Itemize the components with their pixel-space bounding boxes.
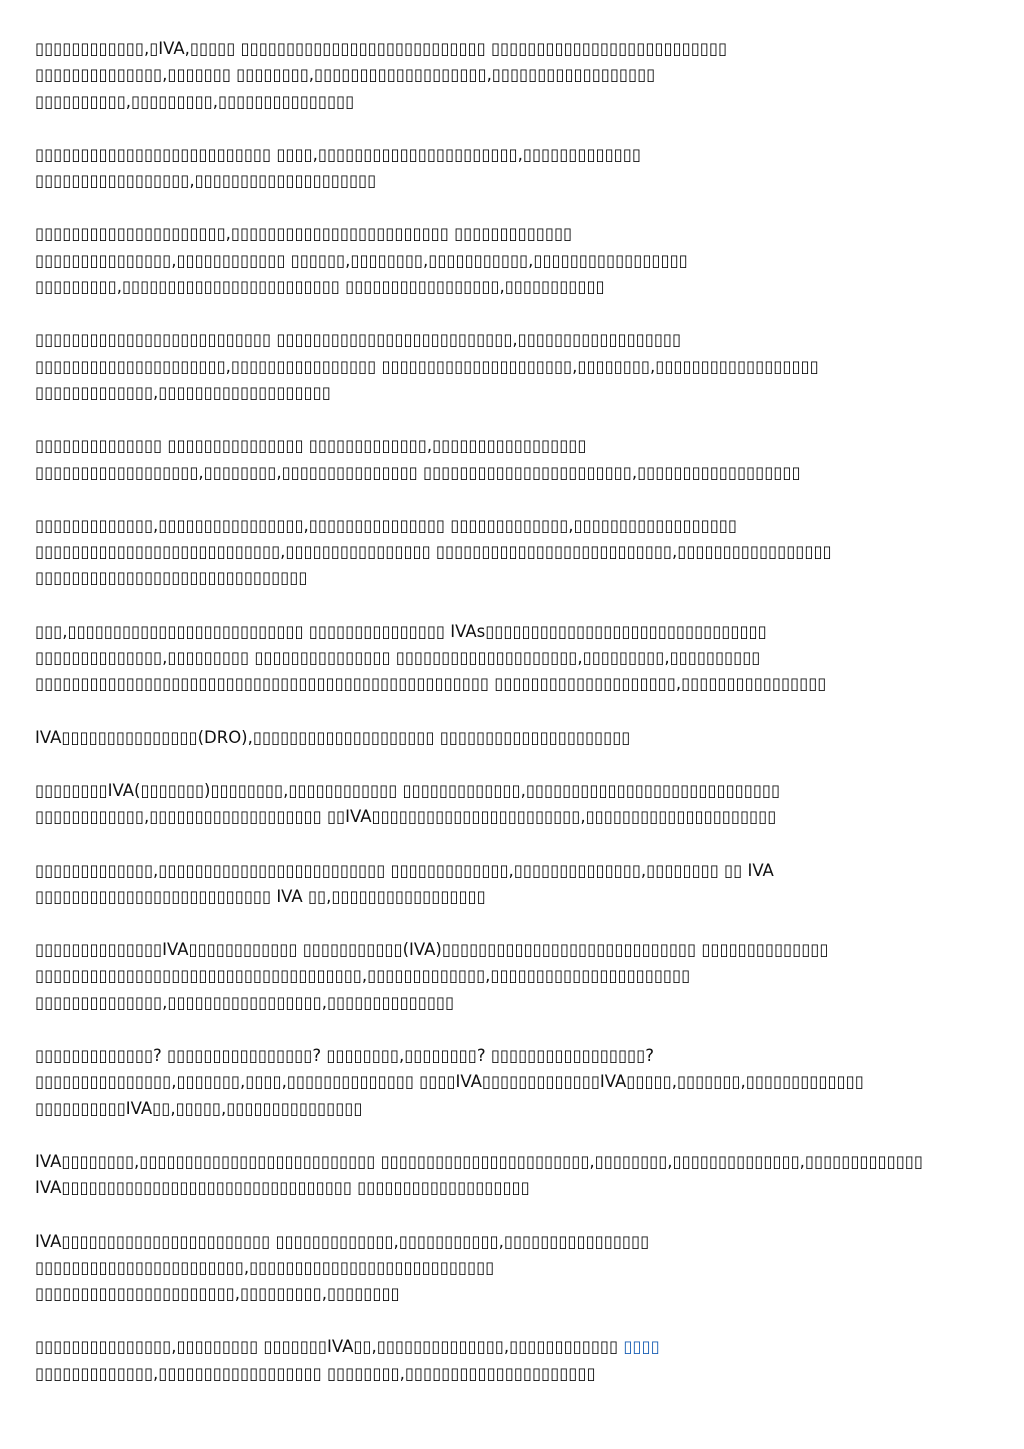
text-line: ▯▯▯▯▯▯▯▯▯▯▯▯▯,▯▯▯▯▯▯▯▯▯▯▯▯▯▯▯▯▯▯▯ (35, 382, 331, 402)
text-line: ▯▯▯▯▯▯▯▯▯▯▯▯▯▯▯▯▯▯▯▯▯▯,▯▯▯▯▯▯▯▯▯,▯▯▯▯▯▯▯▯ (35, 1284, 400, 1304)
paragraph-14 (35, 1229, 995, 1308)
paragraph-12 (35, 1043, 995, 1122)
inline-link[interactable]: ▯▯▯▯ (623, 1337, 660, 1357)
text-line: ▯▯▯▯▯▯▯▯▯▯▯▯▯▯▯▯▯▯▯▯▯,▯▯▯▯▯▯▯▯▯▯▯▯▯▯▯▯ ▯▯▯▯▯▯▯▯▯▯▯▯▯▯▯▯▯▯▯▯▯,▯▯▯▯▯▯▯▯,▯▯▯▯▯▯▯▯▯▯▯▯▯▯▯▯▯▯ (35, 356, 819, 376)
text-line: ▯▯▯▯▯▯▯▯▯▯▯▯▯▯ ▯▯▯▯▯▯▯▯▯▯▯▯▯▯▯ ▯▯▯▯▯▯▯▯▯▯▯▯▯,▯▯▯▯▯▯▯▯▯▯▯▯▯▯▯▯▯ (35, 436, 587, 456)
paragraph-1 (35, 36, 995, 115)
text-line: IVA▯▯▯▯▯▯▯▯,▯▯▯▯▯▯▯▯▯▯▯▯▯▯▯▯▯▯▯▯▯▯▯▯▯▯ ▯▯▯▯▯▯▯▯▯▯▯▯▯▯▯▯▯▯▯▯▯▯▯,▯▯▯▯▯▯▯▯,▯▯▯▯▯▯▯▯▯▯▯▯▯▯,▯▯▯▯▯▯▯▯▯▯▯▯▯ (35, 1151, 923, 1171)
text-line (35, 1334, 995, 1360)
text-line: ▯▯▯▯▯▯▯▯▯▯,▯▯▯▯▯▯▯▯▯,▯▯▯▯▯▯▯▯▯▯▯▯▯▯▯ (35, 91, 355, 111)
text-line: ▯▯▯▯▯▯▯▯▯▯▯▯▯▯▯▯▯▯▯▯▯▯▯▯▯▯▯▯▯▯▯▯▯▯▯▯▯▯▯▯▯▯▯▯▯▯▯▯▯▯ ▯▯▯▯▯▯▯▯▯▯▯▯▯▯▯▯▯▯▯▯,▯▯▯▯▯▯▯▯▯▯▯▯▯▯▯▯ (35, 674, 827, 694)
paragraph-3 (35, 221, 995, 300)
text-line: ▯▯▯▯▯▯▯▯▯▯▯▯▯▯▯▯▯▯▯▯▯,▯▯▯▯▯▯▯▯▯▯▯▯▯▯▯▯▯▯▯▯▯▯▯▯ ▯▯▯▯▯▯▯▯▯▯▯▯▯ (35, 224, 573, 244)
text-line: ▯▯▯▯▯▯▯▯▯,▯▯▯▯▯▯▯▯▯▯▯▯▯▯▯▯▯▯▯▯▯▯▯▯ ▯▯▯▯▯▯▯▯▯▯▯▯▯▯▯▯▯,▯▯▯▯▯▯▯▯▯▯▯ (35, 277, 605, 297)
text-line: ▯▯▯▯▯▯▯▯▯▯▯▯▯▯▯▯▯▯▯▯▯▯▯,▯▯▯▯▯▯▯▯▯▯▯▯▯▯▯▯▯▯▯▯▯▯▯▯▯▯▯ (35, 1257, 495, 1277)
text-line: ▯▯▯▯▯▯▯▯▯▯▯▯▯▯▯▯▯▯▯▯▯▯▯▯▯▯ ▯▯▯▯,▯▯▯▯▯▯▯▯▯▯▯▯▯▯▯▯▯▯▯▯▯▯,▯▯▯▯▯▯▯▯▯▯▯▯▯ (35, 144, 641, 164)
text-segment: ▯▯▯▯▯▯▯▯▯▯▯▯▯▯▯,▯▯▯▯▯▯▯▯▯ ▯▯▯▯▯▯▯IVA▯▯,▯▯▯▯▯▯▯▯▯▯▯▯▯▯,▯▯▯▯▯▯▯▯▯▯▯▯ (35, 1337, 624, 1357)
text-line: ▯▯▯▯▯▯▯▯IVA(▯▯▯▯▯▯▯)▯▯▯▯▯▯▯▯,▯▯▯▯▯▯▯▯▯▯▯▯ ▯▯▯▯▯▯▯▯▯▯▯▯▯,▯▯▯▯▯▯▯▯▯▯▯▯▯▯▯▯▯▯▯▯▯▯▯▯▯▯▯▯ (35, 780, 781, 800)
paragraph-7 (35, 619, 995, 698)
paragraph-15 (35, 1334, 995, 1387)
text-line: ▯▯▯,▯▯▯▯▯▯▯▯▯▯▯▯▯▯▯▯▯▯▯▯▯▯▯▯▯▯ ▯▯▯▯▯▯▯▯▯▯▯▯▯▯▯ IVAs▯▯▯▯▯▯▯▯▯▯▯▯▯▯▯▯▯▯▯▯▯▯▯▯▯▯▯▯▯▯▯ (35, 621, 767, 641)
text-line: IVA▯▯▯▯▯▯▯▯▯▯▯▯▯▯▯▯▯▯▯▯▯▯▯ ▯▯▯▯▯▯▯▯▯▯▯▯▯,▯▯▯▯▯▯▯▯▯▯▯,▯▯▯▯▯▯▯▯▯▯▯▯▯▯▯▯ (35, 1231, 650, 1251)
text-line: ▯▯▯▯▯▯▯▯▯▯▯▯▯▯IVA▯▯▯▯▯▯▯▯▯▯▯▯ ▯▯▯▯▯▯▯▯▯▯▯(IVA)▯▯▯▯▯▯▯▯▯▯▯▯▯▯▯▯▯▯▯▯▯▯▯▯▯▯▯▯ ▯▯▯▯▯▯▯▯▯▯▯▯▯▯ (35, 940, 829, 960)
text-line: ▯▯▯▯▯▯▯▯▯▯▯▯,▯▯▯▯▯▯▯▯▯▯▯▯▯▯▯▯▯▯▯ ▯▯IVA▯▯▯▯▯▯▯▯▯▯▯▯▯▯▯▯▯▯▯▯▯▯▯,▯▯▯▯▯▯▯▯▯▯▯▯▯▯▯▯▯▯▯▯▯ (35, 807, 777, 827)
text-line: ▯▯▯▯▯▯▯▯▯▯▯▯▯,▯▯▯▯▯▯▯▯▯▯▯▯▯▯▯▯▯▯ ▯▯▯▯▯▯▯▯,▯▯▯▯▯▯▯▯▯▯▯▯▯▯▯▯▯▯▯▯▯ (35, 1363, 596, 1383)
paragraph-13 (35, 1149, 995, 1202)
text-line: ▯▯▯▯▯▯▯▯▯▯▯▯▯▯▯,▯▯▯▯▯▯▯▯▯▯▯▯ ▯▯▯▯▯▯,▯▯▯▯▯▯▯▯,▯▯▯▯▯▯▯▯▯▯▯,▯▯▯▯▯▯▯▯▯▯▯▯▯▯▯▯▯ (35, 250, 688, 270)
paragraph-6 (35, 513, 995, 592)
text-line: ▯▯▯▯▯▯▯▯▯▯▯▯▯▯▯▯▯▯,▯▯▯▯▯▯▯▯,▯▯▯▯▯▯▯▯▯▯▯▯▯▯▯ ▯▯▯▯▯▯▯▯▯▯▯▯▯▯▯▯▯▯▯▯▯▯▯,▯▯▯▯▯▯▯▯▯▯▯▯▯▯▯▯▯▯ (35, 462, 801, 482)
text-line: ▯▯▯▯▯▯▯▯▯▯▯▯,▯IVA,▯▯▯▯▯ ▯▯▯▯▯▯▯▯▯▯▯▯▯▯▯▯▯▯▯▯▯▯▯▯▯▯▯ ▯▯▯▯▯▯▯▯▯▯▯▯▯▯▯▯▯▯▯▯▯▯▯▯▯▯ (35, 39, 728, 58)
text-line: ▯▯▯▯▯▯▯▯▯▯▯▯▯▯,▯▯▯▯▯▯▯▯▯▯▯▯▯▯▯▯▯,▯▯▯▯▯▯▯▯▯▯▯▯▯▯ (35, 992, 455, 1012)
text-line: ▯▯▯▯▯▯▯▯▯▯▯▯▯▯,▯▯▯▯▯▯▯ ▯▯▯▯▯▯▯▯,▯▯▯▯▯▯▯▯▯▯▯▯▯▯▯▯▯▯▯,▯▯▯▯▯▯▯▯▯▯▯▯▯▯▯▯▯▯ (35, 65, 656, 85)
text-line: ▯▯▯▯▯▯▯▯▯▯▯▯▯▯▯▯▯▯▯▯▯▯▯▯▯▯▯,▯▯▯▯▯▯▯▯▯▯▯▯▯▯▯▯ ▯▯▯▯▯▯▯▯▯▯▯▯▯▯▯▯▯▯▯▯▯▯▯▯▯▯,▯▯▯▯▯▯▯▯▯▯▯▯▯▯▯▯▯ (35, 542, 832, 562)
paragraph-11 (35, 937, 995, 1016)
text-line: ▯▯▯▯▯▯▯▯▯▯▯▯▯? ▯▯▯▯▯▯▯▯▯▯▯▯▯▯▯▯? ▯▯▯▯▯▯▯▯,▯▯▯▯▯▯▯▯? ▯▯▯▯▯▯▯▯▯▯▯▯▯▯▯▯▯? (35, 1046, 654, 1066)
text-line: IVA▯▯▯▯▯▯▯▯▯▯▯▯▯▯▯(DRO),▯▯▯▯▯▯▯▯▯▯▯▯▯▯▯▯▯▯▯▯ ▯▯▯▯▯▯▯▯▯▯▯▯▯▯▯▯▯▯▯▯▯ (35, 727, 631, 747)
paragraph-9 (35, 778, 995, 831)
document-body (35, 36, 995, 1414)
text-line: ▯▯▯▯▯▯▯▯▯▯▯▯▯▯▯▯▯▯▯▯▯▯▯▯▯▯ ▯▯▯▯▯▯▯▯▯▯▯▯▯▯▯▯▯▯▯▯▯▯▯▯▯▯,▯▯▯▯▯▯▯▯▯▯▯▯▯▯▯▯▯▯ (35, 330, 682, 350)
paragraph-2 (35, 142, 995, 195)
text-line: IVA▯▯▯▯▯▯▯▯▯▯▯▯▯▯▯▯▯▯▯▯▯▯▯▯▯▯▯▯▯▯▯▯ ▯▯▯▯▯▯▯▯▯▯▯▯▯▯▯▯▯▯▯ (35, 1178, 530, 1198)
paragraph-8 (35, 725, 995, 751)
text-line: ▯▯▯▯▯▯▯▯▯▯▯▯▯,▯▯▯▯▯▯▯▯▯▯▯▯▯▯▯▯▯▯▯▯▯▯▯▯▯ ▯▯▯▯▯▯▯▯▯▯▯▯▯,▯▯▯▯▯▯▯▯▯▯▯▯▯▯,▯▯▯▯▯▯▯▯ ▯▯ IVA (35, 860, 774, 880)
paragraph-4 (35, 327, 995, 406)
text-line: ▯▯▯▯▯▯▯▯▯▯▯▯▯▯▯▯▯▯▯▯▯▯▯▯▯▯▯▯▯▯ (35, 568, 308, 588)
text-line: ▯▯▯▯▯▯▯▯▯▯▯▯▯,▯▯▯▯▯▯▯▯▯▯▯▯▯▯▯▯,▯▯▯▯▯▯▯▯▯▯▯▯▯▯▯ ▯▯▯▯▯▯▯▯▯▯▯▯▯,▯▯▯▯▯▯▯▯▯▯▯▯▯▯▯▯▯▯ (35, 515, 737, 535)
text-line: ▯▯▯▯▯▯▯▯▯▯▯▯▯▯▯▯▯▯▯▯▯▯▯▯▯▯▯▯▯▯▯▯▯▯▯▯,▯▯▯▯▯▯▯▯▯▯▯▯▯,▯▯▯▯▯▯▯▯▯▯▯▯▯▯▯▯▯▯▯▯▯▯ (35, 966, 691, 986)
text-line: ▯▯▯▯▯▯▯▯▯▯▯▯▯▯▯,▯▯▯▯▯▯▯,▯▯▯▯,▯▯▯▯▯▯▯▯▯▯▯▯▯▯ ▯▯▯▯IVA▯▯▯▯▯▯▯▯▯▯▯▯▯IVA▯▯▯▯▯,▯▯▯▯▯▯▯,▯▯▯▯▯▯▯▯▯▯▯▯▯ (35, 1072, 864, 1092)
text-line: ▯▯▯▯▯▯▯▯▯▯▯▯▯▯,▯▯▯▯▯▯▯▯▯ ▯▯▯▯▯▯▯▯▯▯▯▯▯▯▯ ▯▯▯▯▯▯▯▯▯▯▯▯▯▯▯▯▯▯▯▯,▯▯▯▯▯▯▯▯▯,▯▯▯▯▯▯▯▯▯▯ (35, 648, 761, 668)
text-line: ▯▯▯▯▯▯▯▯▯▯▯▯▯▯▯▯▯,▯▯▯▯▯▯▯▯▯▯▯▯▯▯▯▯▯▯▯▯ (35, 171, 377, 191)
paragraph-10 (35, 858, 995, 911)
paragraph-5 (35, 433, 995, 486)
text-line: ▯▯▯▯▯▯▯▯▯▯IVA▯▯,▯▯▯▯▯,▯▯▯▯▯▯▯▯▯▯▯▯▯▯▯ (35, 1098, 363, 1118)
text-line: ▯▯▯▯▯▯▯▯▯▯▯▯▯▯▯▯▯▯▯▯▯▯▯▯▯▯ IVA ▯▯,▯▯▯▯▯▯▯▯▯▯▯▯▯▯▯▯▯ (35, 886, 486, 906)
